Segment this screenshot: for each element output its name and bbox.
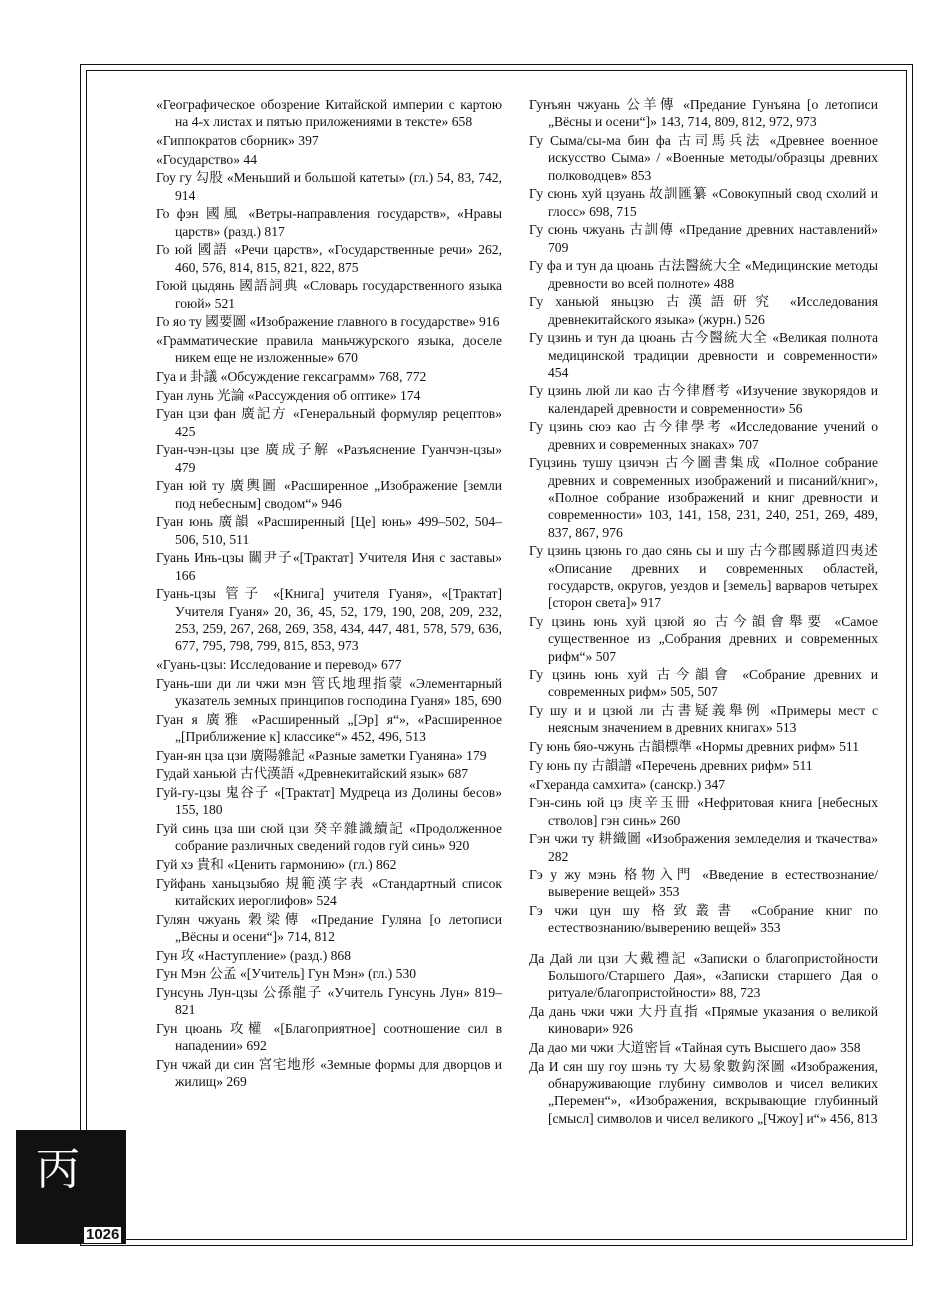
index-entry: Гуан-ян цза цзи 廣陽雜記 «Разные заметки Гуаняна» 179 <box>156 747 487 763</box>
index-entry: Гун цюань 攻權 «[Благоприятное] соотношение сил в нападении» 692 <box>156 1020 502 1054</box>
index-entry: Гуан я 廣雅 «Расширенный „[Эр] я“», «Расширенное „[Приближение к] классике“» 452, 496, 513 <box>156 711 502 744</box>
index-entry: Гэ чжи цун шу 格致叢書 «Собрание книг по естествознанию/выверению вещей» 353 <box>529 903 878 936</box>
index-entry: Гун Мэн 公孟 «[Учитель] Гун Мэн» (гл.) 530 <box>156 966 417 982</box>
index-entry: Гэн-синь юй цэ 庚辛玉冊 «Нефритовая книга [небесных стволов] гэн синь» 260 <box>529 795 878 828</box>
index-entry: Гудай ханьюй 古代漢語 «Древнекитайский язык» 687 <box>156 766 469 782</box>
index-entry: Гун 攻 «Наступление» (разд.) 868 <box>156 947 352 963</box>
index-entry: Гуйфань ханьцзыбяо 規範漢字表 «Стандартный список китайских иероглифов» 524 <box>156 875 502 908</box>
index-entry: Гу юнь пу 古韻譜 «Перечень древних рифм» 511 <box>529 757 813 773</box>
index-entry: Гоюй цыдянь 國語詞典 «Словарь государственного языка гоюй» 521 <box>156 278 502 311</box>
index-entry: «Гиппократов сборник» 397 <box>156 132 319 148</box>
index-entry: Гуй-гу-цзы 鬼谷子 «[Трактат] Мудреца из Долины бесов» 155, 180 <box>156 784 502 818</box>
index-entry: Гуан лунь 光論 «Рассуждения об оптике» 174 <box>156 387 421 403</box>
index-entry: Гу сюнь хуй цзуань 故訓匯纂 «Совокупный свод схолий и глосс» 698, 715 <box>529 186 878 219</box>
index-entry: Гу цзинь сюэ као 古今律學考 «Исследование учений о древних и современных знаках» 707 <box>529 419 878 452</box>
index-entry: «Гхеранда самхита» (санскр.) 347 <box>529 776 726 792</box>
index-entry: Гэн чжи ту 耕織圖 «Изображения земледелия и ткачества» 282 <box>529 831 878 864</box>
index-entry: Гэ у жу мэнь 格物入門 «Введение в естествознание/выверение вещей» 353 <box>529 867 878 900</box>
index-entry: Да дань чжи чжи 大丹直指 «Прямые указания о великой киновари» 926 <box>529 1004 878 1037</box>
index-entry: Гунсунь Лун-цзы 公孫龍子 «Учитель Гунсунь Лун» 819–821 <box>156 984 502 1018</box>
index-entry: Гуань-цзы 管子 «[Книга] учителя Гуаня», «[Трактат] Учителя Гуаня» 20, 36, 45, 52, 179, 190, 208, 209, 232, 253, 259, 267, 268, 269, 358, 434, 447, 481, 578, 579, 636, 677, 795, 798, 799, 815, 853, 973 <box>156 586 502 654</box>
index-entry: Гуан цзи фан 廣記方 «Генеральный формуляр рецептов» 425 <box>156 406 502 439</box>
index-entry: «Географическое обозрение Китайской империи с картою на 4-х листах и пятью приложениями в тексте» 658 <box>156 97 502 130</box>
index-entry: Гоу гу 勾股 «Меньший и большой катеты» (гл.) 54, 83, 742, 914 <box>156 170 502 203</box>
index-entry: Гуан-чэн-цзы цзе 廣成子解 «Разъяснение Гуанчэн-цзы» 479 <box>156 442 502 475</box>
index-entry: «Гуань-цзы: Исследование и перевод» 677 <box>156 656 402 672</box>
page-number: 1026 <box>86 1226 120 1243</box>
index-entry: Да Дай ли цзи 大戴禮記 «Записки о благопристойности Большого/Старшего Дая», «Записки старшего Дая о ритуале/благопристойности» 88, 723 <box>529 950 878 1001</box>
index-entry: Го юй 國語 «Речи царств», «Государственные речи» 262, 460, 576, 814, 815, 821, 822, 875 <box>156 242 502 275</box>
index-entry: «Государство» 44 <box>156 151 258 167</box>
index-entry: Гу цзинь цзюнь го дао сянь сы и шу 古今郡國縣道四夷述 «Описание древних и современных областей, государств, округов, уездов и [земель] варваров четырех [сторон света]» 917 <box>529 543 878 611</box>
index-entry: Гуцзинь тушу цзичэн 古今圖書集成 «Полное собрание древних и современных изображений и писаний/книг», «Полное собрание изображений и книг древности и современности» 103, 141, 158, 231, 240, 251, 269, 489, 837, 867, 976 <box>529 455 878 540</box>
index-entry: Гу ханьюй яньцзю 古漢語研究 «Исследования древнекитайского языка» (журн.) 526 <box>529 294 878 327</box>
section-thumb-character: 丙 <box>36 1144 80 1195</box>
index-entry: Гу юнь бяо-чжунь 古韻標準 «Нормы древних рифм» 511 <box>529 739 859 755</box>
index-entry: Гу цзинь юнь хуй 古今韻會 «Собрание древних и современных рифм» 505, 507 <box>529 667 878 700</box>
index-entry: Да И сян шу гоу шэнь ту 大易象數鈎深圖 «Изображения, обнаруживающие глубину символов и чисел великих „Перемен“», «Изображения, вскрывающие глубинный [смысл] символов и чисел великого „[Чжоу] и“» 456, 813 <box>529 1058 878 1126</box>
index-entry: Гунъян чжуань 公羊傳 «Предание Гунъяна [о летописи „Вёсны и осени“]» 143, 714, 809, 812, 972, 973 <box>529 97 878 130</box>
index-entry: Гуань Инь-цзы 關尹子«[Трактат] Учителя Иня с заставы» 166 <box>156 550 502 583</box>
index-entry: Гун чжай ди син 宮宅地形 «Земные формы для дворцов и жилищ» 269 <box>156 1056 502 1090</box>
index-entry: Да дао ми чжи 大道密旨 «Тайная суть Высшего дао» 358 <box>529 1040 861 1056</box>
index-entry: Го фэн 國風 «Ветры-направления государств», «Нравы царств» (разд.) 817 <box>156 206 502 239</box>
index-entry: Гу цзинь юнь хуй цзюй яо 古今韻會舉要 «Самое существенное из „Собрания древних и современных рифм“» 507 <box>529 613 878 664</box>
index-entry: Гу шу и и цзюй ли 古書疑義舉例 «Примеры мест с неясным значением в древних книгах» 513 <box>529 703 878 736</box>
index-entry: Гуй синь цза ши сюй цзи 癸辛雜識續記 «Продолженное собрание различных сведений годов гуй синь» 920 <box>156 820 502 854</box>
index-entry: Гуй хэ 貴和 «Ценить гармонию» (гл.) 862 <box>156 856 397 872</box>
index-entry: Гуань-ши ди ли чжи мэн 管氏地理指蒙 «Элементарный указатель земных принципов господина Гуаня» 185, 690 <box>156 675 502 708</box>
left-column <box>156 96 502 1092</box>
index-entry: «Грамматические правила маньчжурского языка, доселе никем еще не изложенные» 670 <box>156 332 502 366</box>
index-entry: Гу фа и тун да цюань 古法醫統大全 «Медицинские методы древности во всей полноте» 488 <box>529 258 878 291</box>
index-entry: Го яо ту 國要圖 «Изображение главного в государстве» 916 <box>156 314 500 330</box>
index-entry: Гуан юй ту 廣輿圖 «Расширенное „Изображение [земли под небесным] сводом“» 946 <box>156 478 502 511</box>
index-entry: Гуан юнь 廣韻 «Расширенный [Це] юнь» 499–502, 504–506, 510, 511 <box>156 514 502 547</box>
index-entry: Гулян чжуань 穀梁傳 «Предание Гуляна [о летописи „Вёсны и осени“]» 714, 812 <box>156 911 502 944</box>
index-entry: Гу цзинь и тун да цюань 古今醫統大全 «Великая полнота медицинской традиции древности и современности» 454 <box>529 330 878 380</box>
index-entry: Гу сюнь чжуань 古訓傳 «Предание древних наставлений» 709 <box>529 222 878 255</box>
index-entry: Гуа и 卦議 «Обсуждение гексаграмм» 768, 772 <box>156 368 427 384</box>
right-column <box>529 96 878 1128</box>
index-entry: Гу цзинь люй ли као 古今律曆考 «Изучение звукорядов и календарей древности и современности» 56 <box>529 383 878 416</box>
index-entry: Гу Сыма/сы-ма бин фа 古司馬兵法 «Древнее военное искусство Сыма» / «Военные методы/образцы древних полководцев» 853 <box>529 132 878 183</box>
